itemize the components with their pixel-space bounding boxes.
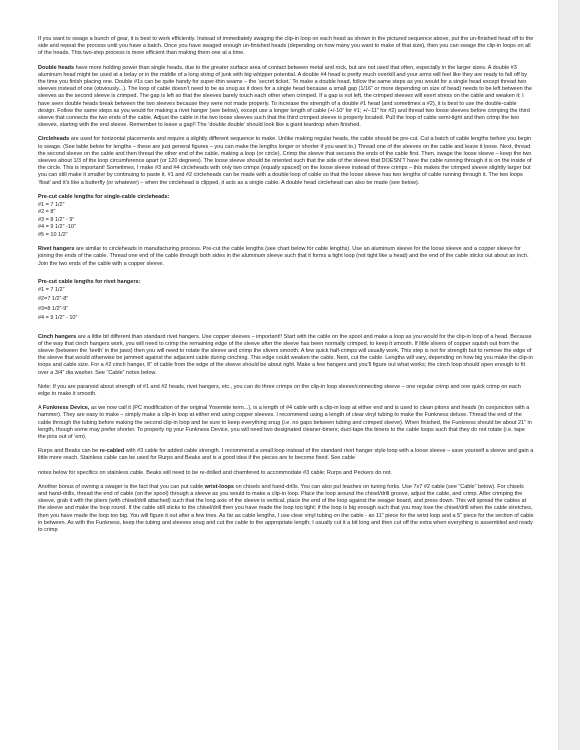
cable-notes-paragraph: notes below for specifics on stainless cable. Beaks will need to be re-drilled and chamfered to accommodate #3 cable; Rurps and Peckers do not. bbox=[38, 469, 393, 476]
rurps-text: with #3 cable for added cable strength. I recommend a small loop instead of the standard rivet hanger style loop with a loose sleeve – save yourself a sleeve and gain a little more reach. Stainless cable can be used for Rurps and Beaks and is a good idea if the pieces are to become fixed. See cable bbox=[38, 448, 534, 462]
wrist-loops-term: wrist-loops bbox=[204, 483, 234, 490]
note-paragraph: Note: If you are paranoid about strength of #1 and #2 heads, rivet hangers, etc., you can do three crimps on the clip-in loop sleeve/connecting sleeve – one regular crimp and one quick crimp on each edge to make it smooth. bbox=[38, 383, 521, 397]
cinch-hangers-paragraph bbox=[38, 334, 534, 377]
double-heads-paragraph bbox=[38, 65, 534, 130]
cinch-hangers-text: are a little bit different than standard rivet hangers. Use copper sleeves – important!! Start with the cable on the spool and make a loop as you would for the clip-in loop of a head. Because of the way that cinch hangers work, you will need to crimp the remaining edge of the sleeve after the sleeve has been normally crimped, to keep it smooth. If little slivers of copper squish out from the sleeve (between the ‘teeth’ in the jaws) then you will need to rotate the sleeve and crimp the slivers smooth. A few quick half-crimps will usually work. This step is not for strength but to remove the edge of the sleeve that would otherwise be jammed against the adjacent cable during cinching. This edge could weaken the cable. Next, cut the cable. Lengths will vary, depending on how big you make the clip-in loops and cable size. For a #2 cinch hanger, 8” of cable from the edge of the sleeve should be about right. Make a few hangers and you’ll figure out what works; the cinch loop should open enough to fit over a 3/4” dia washer. See “Cable” notes below. bbox=[38, 333, 533, 376]
page-edge-strip bbox=[558, 0, 580, 750]
wrist-loops-paragraph bbox=[38, 484, 534, 534]
list-item: #4 = 9 1/2” - 10” bbox=[38, 315, 78, 322]
cinch-hangers-term: Cinch hangers bbox=[38, 333, 77, 340]
list-item: #1 = 7 1/2” bbox=[38, 286, 65, 293]
circlehead-lengths-list bbox=[38, 202, 534, 239]
wrist-loops-text: on chisels and hand-drills. You can also put leashes on tuning forks. Use 7x7 #2 cable (see “Cable” below). For chisels and hand-drills, thread the end of cable (on the spool) through a sleeve as you would to make a clip-in loop. Place the loop around the chisel/drill groove, adjust the cable, and crimp. After crimping the sleeve, grab it with the pliers (with chisel/drill attached) such that the long axis of the sleeve is vertical, place the end of the loop against the swager board, and press down. This will spread the cables at the sleeve and make the loop round. If the cable still sticks to the chisel/drill then you have made the loop too tight; if the loop is big enough such that you may lose the chisel/drill when the cable stretches, then you have made the loop too big. You will figure it out after a few tries. As far as cable lengths, I use clear vinyl tubing on the cable - an 11” piece for the wrist loop and a 5” piece for the section of cable in between. As with the Funkness, keep the tubing and sleeves snug and cut the cable to the appropriate length; I usually cut it a bit long and then cut off the extra when everything is assembled and ready to crimp bbox=[38, 483, 534, 533]
rurps-paragraph bbox=[38, 448, 534, 462]
funkness-prefix: A bbox=[38, 405, 43, 412]
double-heads-term: Double heads bbox=[38, 64, 75, 71]
rivet-lengths-heading: Pre-cut cable lengths for rivet hangers: bbox=[38, 278, 141, 285]
double-heads-text: have more holding power than single heads, due to the greater surface area of contact between metal and rock, but are not used that often, especially in the larger sizes. A double #3 aluminum head might be used at a belay or in the middle of a long string of junk with big whipper potential. A double #4 head is pretty much overkill and your arms will feel like they are ready to fall off by the time you finish placing one. Double #1s can be quite handy for super-thin seams – the ‘secret ticket.’ To make a double head, follow the same steps as you would for a single head except thread two sleeves instead of one (obviously...). The loop of cable doesn’t need to be as snug as it does for a single head because a small gap (1/16” or more depending on size of head) needs to be left between the sleeves as the second sleeve is crimped. The gap is left so that the sleeves barely touch each other when crimped. If a gap is not left, the crimped sleeves will exert stress on the cable and weaken it; I have seen double heads break between the two sleeves because they were not made properly. To increase the strength of a double #1 head (and sometimes a #2), it is best to use the double-cable design. Follow the same steps as you would for making a rivet hanger (see below), except use a longer length of cable (+/-10” for #1; +/--11” for #2) and thread two loose sleeves before crimping the third sleeve that connects the two ends of the cable. Adjust the cable in the two loose sleeves such that the third crimped sleeve is properly located. Pull the loop of cable semi-tight and then crimp the two sleeves, starting with the end sleeve. Remember to leave a gap!! The ‘double double’ should look like a giant teardrop when finished. bbox=[38, 64, 532, 129]
funkness-paragraph bbox=[38, 405, 534, 441]
list-item: #2 = 8” bbox=[38, 209, 56, 216]
intro-paragraph: If you want to swage a bunch of gear, it is best to work efficiently. Instead of immediately swaging the clip-in loop on each head as shown in the pictured sequence above, put the un-finished head off to the side and repeat the process until you have a batch. Once you have swaged enough un-finished heads (depending on how many you want to make of that size), then you can swage the clip-in loops on all of the heads. This two-step process is more efficient than making them one at a time. bbox=[38, 36, 534, 57]
list-item: #5 = 10 1/2” bbox=[38, 231, 68, 238]
funkness-text: as we now call it (PC modification of the original Yosemite term...), is a length of #4 cable with a clip-in loop at either end and is used to clean pitons and heads (in conjunction with a hammer). They are easy to make – simply make a clip-in loop at either end using copper sleeves. I recommend using a length of clear vinyl tubing to make the Funkness deluxe. Thread the end of the cable through the tubing before making the second clip-in loop and be sure to keep everything snug (i.e. no gaps between tubing and crimped sleeve). When finished, the Funkness should be about 21” in length, though some may prefer shorter. To properly rig your Funkness Device, you will need two designated cleaner-biners; duct-tape the biners to the cable loops such that they do not rotate (i.e. tape the pins out of ’em). bbox=[38, 405, 532, 440]
circleheads-paragraph bbox=[38, 136, 534, 186]
list-item: #4 = 9 1/2” -10” bbox=[38, 224, 76, 231]
circleheads-text: are used for horizontal placements and require a slightly different sequence to make. Unlike making regular heads, the cable should be pre-cut. Cut a batch of cable lengths before you begin to swage. (See table below for lengths – these are just general figures – you can make the lengths longer or shorter if you want to.) Thread one of the sleeves on the cable and leave it loose. Next, thread the second sleeve on the cable and then thread the other end of the cable, making a loop (or circle). Crimp the sleeve that secures the ends of the cable first. Then, swage the loose sleeve – keep the two sleeves about 1/3 of the loop circumference apart (or 120 degrees). The loose sleeve should be oriented such that the side of the sleeve that DOESN’T have the cable running through it is on the inside of the circle. This is important! Sometimes, I make #3 and #4 circleheads with only two crimps (equally spaced) on the loose sleeve instead of three crimps – this makes the crimped sleeve slightly larger but you can still make it smaller by continuing to paste it. #1 and #2 circleheads can be made with a double loop of cable so that the loose sleeve has two lengths of cable running through it. The two loops ‘float’ and it’s like a butterfly (or whatever) – when the circlehead is clipped, it acts as a single cable. A double head circlehead can also be made (see below). bbox=[38, 136, 532, 186]
list-item: #1 = 7 1/2” bbox=[38, 202, 65, 209]
circlehead-lengths-heading: Pre-cut cable lengths for single-cable circleheads: bbox=[38, 193, 170, 200]
wrist-loops-prefix: Another bonus of owning a swager is the fact that you can put cable bbox=[38, 483, 205, 490]
document-body bbox=[38, 36, 534, 541]
rurps-prefix: Rurps and Beaks can be bbox=[38, 448, 100, 455]
rivet-hangers-term: Rivet hangers bbox=[38, 246, 75, 253]
list-item: #3=8 1/2”-9” bbox=[38, 305, 69, 312]
rivet-hangers-paragraph bbox=[38, 246, 534, 268]
rivet-lengths-list bbox=[38, 287, 534, 323]
rivet-hangers-text: are similar to circleheads in manufacturing process. Pre-cut the cable lengths (see chart below for cable lengths). Use an aluminum sleeve for the loose sleeve and a copper sleeve for joining the ends of the cable. Thread one end of the cable through both sides in the aluminum sleeve such that it forms a tight loop (not tight like a head) and the end of the cable sticks out about an inch. Join the two ends of the cable with a copper sleeve. bbox=[38, 246, 529, 267]
circleheads-term: Circleheads bbox=[38, 136, 70, 143]
list-item: #2=7 1/2”-8” bbox=[38, 296, 69, 303]
funkness-term: Funkness Device, bbox=[42, 405, 90, 412]
rurps-term: re-cabled bbox=[99, 448, 125, 455]
list-item: #3 = 8 1/2” - 9” bbox=[38, 216, 75, 223]
